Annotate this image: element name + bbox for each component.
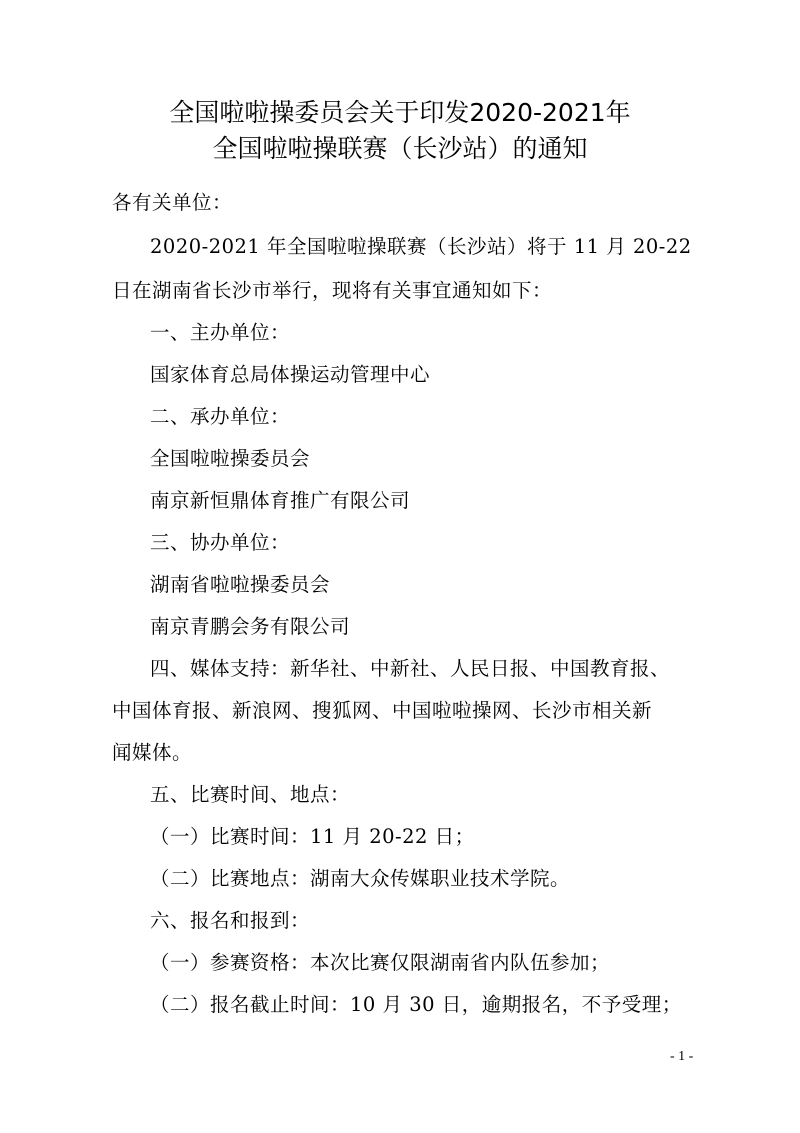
organizer-heading: 一、主办单位： — [150, 321, 291, 344]
media-line-2: 中国体育报、新浪网、搜狐网、中国啦啦操网、长沙市相关新 — [112, 699, 653, 722]
eligibility: （一）参赛资格：本次比赛仅限湖南省内队伍参加； — [150, 951, 611, 974]
salutation: 各有关单位： — [112, 191, 233, 214]
co-organizer-name-2: 南京青鹏会务有限公司 — [150, 615, 351, 638]
document-title-line-2: 全国啦啦操联赛（长沙站）的通知 — [212, 134, 588, 163]
host-heading: 二、承办单位： — [150, 405, 291, 428]
organizer-name: 国家体育总局体操运动管理中心 — [150, 363, 431, 386]
registration-heading: 六、报名和报到： — [150, 909, 311, 932]
document-title-line-1: 全国啦啦操委员会关于印发2020-2021年 — [169, 98, 631, 127]
intro-line-1: 2020-2021 年全国啦啦操联赛（长沙站）将于 11 月 20-22 — [150, 235, 692, 258]
registration-deadline: （二）报名截止时间：10 月 30 日，逾期报名，不予受理； — [150, 993, 682, 1016]
co-organizer-name-1: 湖南省啦啦操委员会 — [150, 573, 331, 596]
time-place-heading: 五、比赛时间、地点： — [150, 783, 351, 806]
competition-place: （二）比赛地点：湖南大众传媒职业技术学院。 — [150, 867, 571, 890]
media-line-3: 闻媒体。 — [112, 741, 193, 764]
host-name-2: 南京新恒鼎体育推广有限公司 — [150, 489, 411, 512]
intro-line-2: 日在湖南省长沙市举行，现将有关事宜通知如下： — [112, 279, 553, 302]
competition-time: （一）比赛时间：11 月 20-22 日； — [150, 825, 475, 848]
page-number: - 1 - — [670, 1049, 694, 1064]
co-organizer-heading: 三、协办单位： — [150, 531, 291, 554]
media-line-1: 四、媒体支持：新华社、中新社、人民日报、中国教育报、 — [150, 657, 671, 680]
host-name-1: 全国啦啦操委员会 — [150, 447, 311, 470]
